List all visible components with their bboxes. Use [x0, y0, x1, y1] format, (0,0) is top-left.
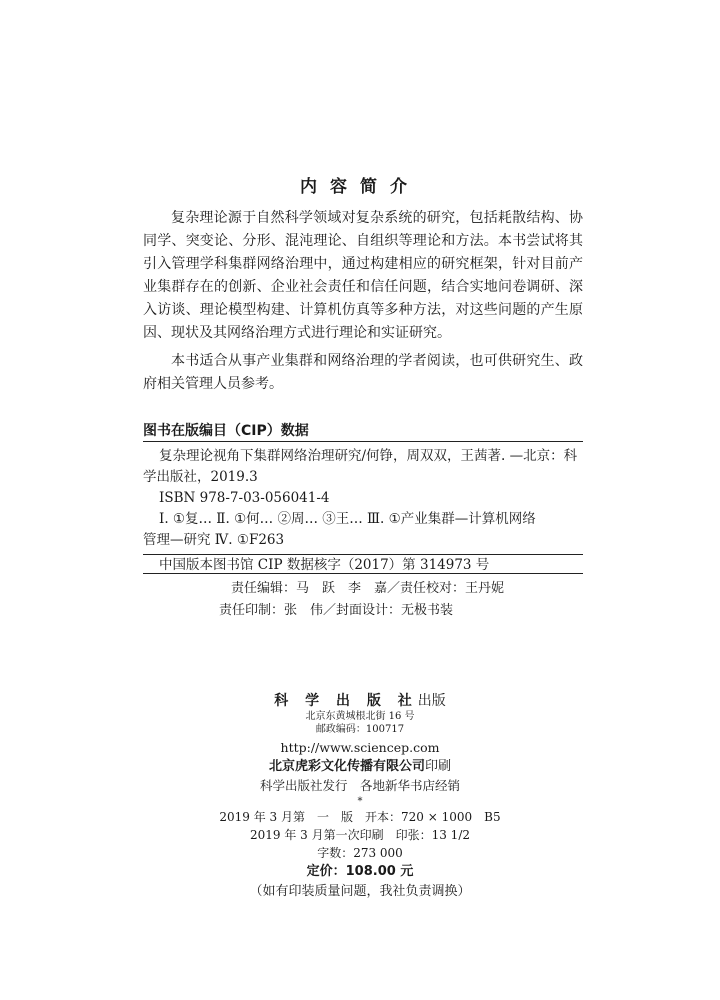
publisher-name: 科 学 出 版 社	[274, 693, 418, 709]
summary-paragraph-2: 本书适合从事产业集群和网络治理的学者阅读，也可供研究生、政府相关管理人员参考。	[143, 353, 583, 392]
cip-bottom-rule	[143, 573, 583, 574]
summary-text	[143, 207, 583, 401]
cip-line: 复杂理论视角下集群网络治理研究/何铮，周双双，王茜著. —北京：科	[159, 448, 578, 464]
cip-top-rule	[143, 441, 583, 442]
cip-line: Ⅰ. ①复… Ⅱ. ①何… ②周… ③王… Ⅲ. ①产业集群—计算机网络	[159, 511, 536, 527]
cip-middle-rule	[143, 554, 583, 555]
publisher-name-suffix: 出版	[417, 693, 446, 709]
cip-record	[143, 446, 583, 551]
quality-notice: （如有印装质量问题，我社负责调换）	[249, 884, 471, 899]
summary-title: 内容简介	[300, 177, 420, 197]
price: 定价：108.00 元	[306, 864, 414, 879]
publisher-name-line	[0, 690, 720, 710]
separator-star: *	[357, 796, 363, 807]
printer-line	[0, 757, 720, 777]
printing-line: 2019 年 3 月第一次印刷 印张：13 1/2	[249, 828, 470, 842]
cip-title: 图书在版编目（CIP）数据	[143, 423, 309, 439]
distribution-line: 科学出版社发行 各地新华书店经销	[259, 778, 460, 793]
word-count: 字数：273 000	[317, 846, 403, 860]
book-specs	[0, 808, 720, 902]
credits-production: 责任印制：张 伟／封面设计：无极书装	[219, 603, 454, 618]
summary-paragraph-1: 复杂理论源于自然科学领域对复杂系统的研究，包括耗散结构、协同学、突变论、分形、混沌理论、自组织等理论和方法。本书尝试将其引入管理学科集群网络治理中，通过构建相应的研究框架，针对目前产业集群存在的创新、企业社会责任和信任问题，结合实地问卷调研、深入访谈、理论模型构建、计算机仿真等多种方法，对这些问题的产生原因、现状及其网络治理方式进行理论和实证研究。	[143, 210, 583, 341]
cip-line: ISBN 978-7-03-056041-4	[159, 490, 330, 506]
publisher-url: http://www.sciencep.com	[280, 740, 440, 755]
credits	[143, 578, 583, 622]
edition-line: 2019 年 3 月第 一 版 开本：720 × 1000 B5	[219, 810, 501, 824]
cip-line: 管理—研究 Ⅳ. ①F263	[143, 532, 285, 548]
cip-record-number: 中国版本图书馆 CIP 数据核字（2017）第 314973 号	[159, 557, 490, 573]
printer-suffix: 印刷	[425, 759, 452, 774]
publisher-postcode: 邮政编码：100717	[315, 724, 405, 735]
cip-line: 学出版社，2019.3	[143, 469, 258, 485]
credits-editors: 责任编辑：马 跃 李 嘉／责任校对：王丹妮	[231, 581, 505, 596]
publisher-address: 北京东黄城根北街 16 号	[305, 711, 415, 722]
publisher-block	[0, 690, 720, 809]
printer-name: 北京虎彩文化传播有限公司	[268, 759, 425, 774]
